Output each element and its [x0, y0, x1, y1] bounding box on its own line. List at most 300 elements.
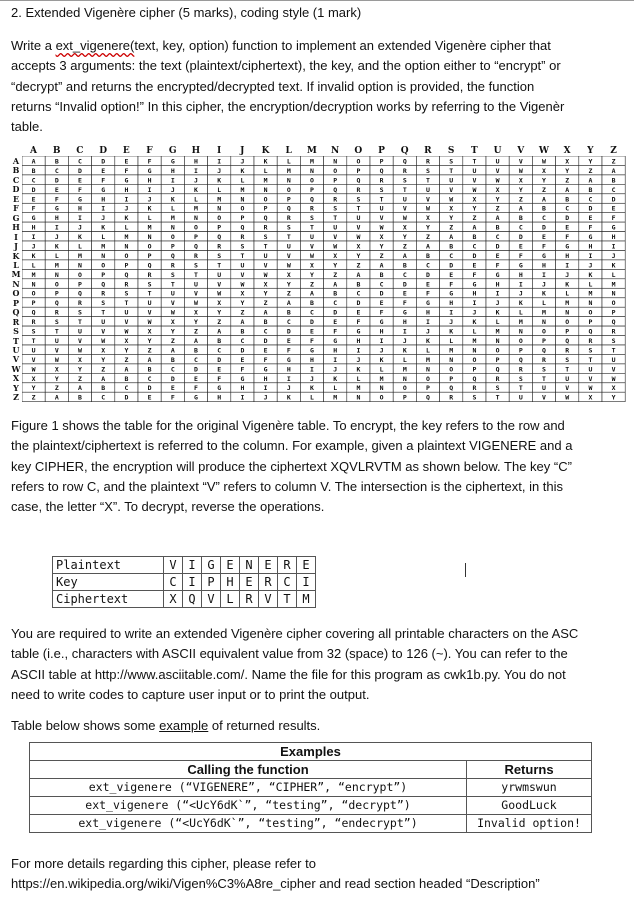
grid-letter: Y	[101, 355, 106, 364]
grid-letter: Z	[124, 355, 129, 364]
grid-letter: X	[217, 299, 222, 308]
grid-letter: S	[147, 280, 152, 289]
letter-cell: I	[183, 574, 202, 591]
wikipedia-link[interactable]: https://en.wikipedia.org/wiki/Vigen%C3%A8re_cipher and read section headed “Description”	[11, 876, 540, 892]
grid-letter: L	[101, 233, 106, 241]
grid-letter: O	[379, 393, 384, 402]
grid-letter: C	[170, 365, 175, 374]
grid-letter: H	[588, 242, 593, 251]
grid-letter: A	[263, 308, 268, 317]
grid-letter: D	[286, 327, 291, 336]
letter-cell: E	[240, 574, 259, 591]
grid-letter: J	[147, 195, 152, 204]
grid-letter: W	[54, 355, 59, 364]
column-header-d: D	[99, 146, 107, 156]
row-header-m: M	[11, 269, 21, 280]
column-header-f: F	[146, 146, 153, 156]
grid-letter: D	[170, 374, 175, 383]
grid-letter: F	[426, 289, 430, 298]
column-header-x: X	[563, 146, 571, 156]
row-header-w: W	[11, 363, 21, 374]
grid-letter: T	[588, 355, 593, 364]
grid-letter: M	[101, 242, 106, 251]
grid-letter: C	[495, 233, 500, 241]
grid-letter: K	[310, 384, 314, 393]
column-header-o: O	[354, 146, 363, 156]
grid-letter: S	[565, 355, 570, 364]
grid-letter: E	[379, 299, 384, 308]
grid-letter: K	[333, 374, 338, 383]
grid-letter: V	[472, 176, 477, 185]
grid-letter: O	[31, 289, 36, 298]
column-header-n: N	[330, 146, 340, 156]
grid-letter: I	[54, 223, 59, 232]
grid-letter: H	[611, 233, 616, 241]
grid-letter: L	[542, 299, 546, 308]
row-header-l: L	[13, 259, 19, 270]
grid-letter: W	[263, 270, 268, 279]
grid-letter: N	[263, 185, 268, 194]
row-header-e: E	[12, 193, 20, 204]
grid-letter: A	[449, 233, 454, 241]
grid-letter: S	[240, 242, 245, 251]
grid-letter: S	[78, 308, 82, 317]
letter-cell: V	[202, 591, 221, 608]
grid-letter: G	[240, 374, 245, 383]
grid-letter: O	[217, 214, 222, 223]
grid-letter: E	[124, 157, 129, 166]
grid-letter: R	[426, 157, 430, 166]
grid-letter: E	[542, 233, 546, 241]
grid-letter: W	[449, 195, 454, 204]
grid-letter: M	[147, 223, 152, 232]
grid-letter: A	[542, 195, 546, 204]
grid-letter: M	[31, 270, 36, 279]
grid-letter: O	[495, 346, 500, 355]
grid-letter: C	[124, 384, 129, 393]
grid-letter: K	[495, 308, 500, 317]
grid-letter: V	[101, 327, 106, 336]
grid-letter: S	[310, 214, 314, 223]
grid-letter: Y	[54, 374, 59, 383]
grid-letter: C	[449, 252, 454, 260]
grid-letter: B	[31, 166, 36, 175]
grid-letter: P	[263, 204, 268, 213]
grid-letter: G	[356, 327, 361, 336]
column-header-e: E	[122, 146, 130, 156]
grid-letter: M	[194, 204, 198, 213]
grid-letter: C	[78, 157, 82, 166]
grid-letter: E	[449, 270, 454, 279]
grid-letter: A	[333, 280, 338, 289]
grid-letter: N	[472, 346, 477, 355]
grid-letter: K	[286, 393, 291, 402]
grid-letter: D	[588, 204, 593, 213]
grid-letter: A	[194, 337, 198, 345]
grid-letter: M	[565, 299, 570, 308]
grid-letter: L	[170, 204, 175, 213]
grid-letter: Q	[472, 374, 477, 383]
column-header-g: G	[168, 146, 177, 156]
grid-letter: B	[588, 185, 593, 194]
grid-letter: Z	[240, 308, 245, 317]
grid-letter: Q	[310, 195, 314, 204]
grid-letter: K	[565, 280, 570, 289]
grid-letter: J	[356, 355, 361, 364]
grid-letter: M	[240, 185, 245, 194]
grid-letter: R	[286, 214, 291, 223]
grid-letter: C	[611, 185, 616, 194]
grid-letter: H	[402, 318, 407, 327]
grid-letter: W	[518, 166, 523, 175]
column-header-t: T	[470, 146, 478, 156]
grid-letter: J	[542, 280, 546, 289]
grid-letter: G	[565, 242, 570, 251]
grid-letter: C	[356, 289, 361, 298]
grid-letter: Y	[310, 270, 314, 279]
grid-letter: B	[426, 252, 430, 260]
column-header-v: V	[517, 146, 525, 156]
letter-cell: R	[240, 591, 259, 608]
letter-cell: Q	[183, 591, 202, 608]
grid-letter: G	[449, 289, 454, 298]
grid-letter: C	[286, 318, 291, 327]
grid-letter: G	[426, 299, 430, 308]
grid-letter: R	[147, 270, 152, 279]
grid-letter: X	[194, 308, 198, 317]
grid-letter: O	[194, 223, 198, 232]
letter-cell: I	[183, 557, 202, 574]
grid-letter: C	[101, 393, 106, 402]
intro-line-5: table.	[11, 119, 43, 135]
grid-letter: J	[310, 374, 314, 383]
grid-letter: Q	[101, 280, 106, 289]
grid-letter: W	[333, 242, 338, 251]
grid-letter: A	[402, 252, 407, 260]
grid-letter: Q	[78, 289, 82, 298]
grid-letter: K	[402, 346, 407, 355]
grid-letter: H	[170, 166, 175, 175]
grid-letter: A	[286, 299, 291, 308]
grid-letter: H	[472, 289, 477, 298]
grid-letter: Y	[402, 233, 407, 241]
grid-letter: I	[495, 289, 500, 298]
grid-letter: K	[54, 242, 59, 251]
grid-letter: H	[379, 327, 384, 336]
grid-letter: Q	[356, 176, 361, 185]
grid-letter: F	[611, 214, 616, 223]
grid-letter: Z	[588, 166, 593, 175]
grid-letter: P	[147, 252, 152, 260]
grid-letter: L	[194, 195, 198, 204]
grid-letter: D	[449, 261, 454, 270]
grid-letter: R	[542, 355, 546, 364]
grid-letter: T	[426, 176, 430, 185]
grid-letter: C	[194, 355, 198, 364]
grid-letter: V	[379, 214, 384, 223]
encryption-example-table	[52, 556, 316, 608]
grid-letter: L	[449, 337, 454, 345]
grid-letter: I	[78, 214, 82, 223]
row-header-o: O	[12, 288, 20, 299]
grid-letter: K	[426, 337, 430, 345]
grid-letter: K	[518, 299, 523, 308]
grid-letter: W	[356, 233, 361, 241]
row-header-x: X	[12, 373, 20, 384]
grid-letter: W	[611, 374, 616, 383]
column-header-l: L	[285, 146, 292, 156]
grid-letter: S	[518, 374, 523, 383]
grid-letter: L	[31, 261, 36, 270]
grid-letter: H	[78, 204, 82, 213]
grid-letter: N	[54, 270, 59, 279]
grid-letter: X	[379, 233, 384, 241]
grid-letter: B	[356, 280, 361, 289]
grid-letter: B	[402, 261, 407, 270]
grid-letter: W	[217, 289, 222, 298]
grid-letter: P	[426, 384, 430, 393]
grid-letter: R	[565, 346, 570, 355]
grid-letter: J	[495, 299, 500, 308]
grid-letter: G	[495, 270, 500, 279]
grid-letter: L	[402, 355, 407, 364]
grid-letter: D	[426, 270, 430, 279]
grid-letter: B	[147, 365, 152, 374]
grid-letter: X	[472, 195, 477, 204]
grid-letter: J	[240, 157, 245, 166]
grid-letter: M	[449, 346, 454, 355]
grid-letter: I	[31, 233, 36, 241]
grid-letter: G	[263, 365, 268, 374]
grid-letter: H	[54, 214, 59, 223]
grid-letter: B	[472, 233, 477, 241]
grid-letter: G	[611, 223, 616, 232]
grid-letter: K	[379, 355, 384, 364]
grid-letter: S	[472, 393, 477, 402]
grid-letter: I	[310, 365, 314, 374]
grid-letter: J	[286, 384, 291, 393]
grid-letter: S	[542, 365, 546, 374]
letter-cell: C	[164, 574, 183, 591]
grid-letter: V	[588, 374, 593, 383]
grid-letter: A	[379, 261, 384, 270]
grid-letter: E	[147, 393, 152, 402]
example-link[interactable]: example	[159, 718, 209, 733]
column-header-b: B	[52, 146, 61, 156]
grid-letter: K	[449, 327, 454, 336]
grid-letter: A	[217, 327, 222, 336]
column-header-r: R	[424, 146, 432, 156]
grid-letter: T	[217, 261, 222, 270]
grid-letter: V	[170, 299, 175, 308]
grid-letter: C	[263, 327, 268, 336]
grid-letter: H	[310, 355, 314, 364]
grid-letter: S	[356, 195, 361, 204]
grid-letter: T	[449, 166, 454, 175]
grid-letter: V	[565, 384, 570, 393]
grid-letter: Z	[518, 195, 523, 204]
grid-letter: C	[565, 204, 570, 213]
grid-letter: P	[611, 308, 616, 317]
grid-letter: D	[263, 337, 268, 345]
grid-letter: O	[611, 299, 616, 308]
grid-letter: Z	[495, 204, 500, 213]
grid-letter: M	[263, 176, 268, 185]
grid-letter: R	[518, 365, 523, 374]
grid-letter: X	[78, 355, 82, 364]
grid-letter: L	[472, 327, 477, 336]
grid-letter: E	[170, 384, 175, 393]
grid-letter: B	[217, 337, 222, 345]
grid-letter: D	[611, 195, 616, 204]
grid-letter: W	[542, 157, 546, 166]
grid-letter: C	[333, 299, 338, 308]
grid-letter: P	[124, 261, 129, 270]
grid-letter: L	[147, 214, 152, 223]
grid-letter: J	[78, 223, 82, 232]
grid-letter: R	[124, 280, 129, 289]
grid-letter: U	[426, 185, 430, 194]
grid-letter: C	[54, 166, 59, 175]
grid-letter: I	[333, 355, 338, 364]
grid-letter: B	[263, 318, 268, 327]
grid-letter: Q	[31, 308, 36, 317]
grid-letter: F	[379, 308, 384, 317]
grid-letter: X	[402, 223, 407, 232]
grid-letter: C	[379, 280, 384, 289]
grid-letter: G	[101, 185, 106, 194]
letter-cell: C	[278, 574, 297, 591]
grid-letter: K	[217, 176, 222, 185]
grid-letter: Y	[170, 327, 175, 336]
grid-letter: N	[31, 280, 36, 289]
grid-letter: P	[542, 337, 546, 345]
grid-letter: Y	[124, 346, 129, 355]
grid-letter: O	[402, 384, 407, 393]
grid-letter: P	[588, 318, 593, 327]
grid-letter: T	[170, 280, 175, 289]
letter-cell: X	[164, 591, 183, 608]
grid-letter: Z	[333, 270, 338, 279]
grid-letter: Y	[449, 214, 454, 223]
grid-letter: C	[518, 223, 523, 232]
grid-letter: B	[333, 289, 338, 298]
grid-letter: B	[124, 374, 129, 383]
row-label: Key	[53, 574, 164, 591]
grid-letter: Y	[588, 157, 593, 166]
grid-letter: J	[565, 270, 570, 279]
grid-letter: Z	[565, 176, 570, 185]
grid-letter: W	[402, 214, 407, 223]
table-row	[30, 815, 592, 833]
grid-letter: D	[379, 289, 384, 298]
grid-letter: G	[333, 337, 338, 345]
grid-letter: B	[310, 299, 314, 308]
row-header-r: R	[12, 316, 20, 327]
grid-letter: T	[518, 384, 523, 393]
grid-letter: L	[240, 176, 245, 185]
grid-letter: Z	[472, 214, 477, 223]
grid-letter: V	[124, 318, 129, 327]
grid-letter: I	[518, 280, 523, 289]
figure-paragraph: Figure 1 shows the table for the original Vigenère table. To encrypt, the key refers to the row and the plaintext/ciphertext is referred to the column. For example, given a plaintext VIGENERE and a key CIPHER, the encryption will produce the ciphertext XQVLRVTM as shown below. The key “C” refers to row C, and the plaintext “V” refers to column V. The intersection is the ciphertext, in this case, the letter “X”. To decrypt, reverse the operations.	[11, 418, 573, 515]
grid-letter: P	[449, 374, 454, 383]
grid-letter: K	[147, 204, 152, 213]
grid-letter: F	[78, 185, 82, 194]
letter-cell: T	[278, 591, 297, 608]
grid-letter: T	[78, 318, 82, 327]
grid-letter: B	[449, 242, 454, 251]
grid-letter: C	[588, 195, 593, 204]
grid-letter: S	[426, 166, 430, 175]
grid-letter: M	[286, 166, 291, 175]
grid-letter: N	[194, 214, 198, 223]
grid-letter: I	[101, 204, 106, 213]
grid-letter: Y	[542, 176, 546, 185]
grid-letter: O	[78, 270, 82, 279]
grid-letter: Q	[217, 233, 222, 241]
grid-letter: Z	[542, 185, 546, 194]
table-intro: Table below shows some example of returned results.	[11, 718, 321, 733]
grid-letter: S	[31, 327, 36, 336]
grid-letter: Q	[402, 157, 407, 166]
letter-cell: V	[164, 557, 183, 574]
column-header-k: K	[261, 146, 270, 156]
grid-letter: B	[611, 176, 616, 185]
grid-letter: S	[217, 252, 222, 260]
grid-letter: T	[565, 365, 570, 374]
grid-letter: W	[495, 176, 500, 185]
grid-letter: J	[333, 365, 338, 374]
grid-letter: N	[402, 374, 407, 383]
grid-letter: V	[286, 252, 291, 260]
grid-letter: N	[611, 289, 616, 298]
grid-letter: P	[356, 166, 361, 175]
grid-letter: S	[379, 185, 384, 194]
grid-letter: E	[263, 346, 268, 355]
grid-letter: A	[518, 204, 523, 213]
grid-letter: Q	[333, 185, 338, 194]
grid-letter: X	[170, 318, 175, 327]
grid-letter: Z	[78, 374, 82, 383]
grid-letter: I	[472, 299, 477, 308]
row-header-p: P	[12, 297, 19, 308]
grid-letter: O	[54, 280, 59, 289]
grid-letter: U	[588, 365, 593, 374]
grid-letter: Z	[31, 393, 36, 402]
grid-letter: A	[426, 242, 430, 251]
grid-letter: Q	[286, 204, 291, 213]
grid-letter: F	[263, 355, 268, 364]
grid-letter: Y	[611, 393, 616, 402]
column-header-z: Z	[610, 146, 617, 156]
grid-letter: F	[286, 346, 291, 355]
intro-line-2: accepts 3 arguments: the text (plaintext/ciphertext), the key, and the option either to “encrypt” or	[11, 58, 561, 74]
grid-letter: Z	[217, 318, 222, 327]
grid-letter: D	[194, 365, 198, 374]
grid-letter: F	[54, 195, 59, 204]
row-header-h: H	[12, 222, 20, 233]
intro-line-3: “decrypt” and returns the encrypted/decrypted text. If invalid option is provided, the function	[11, 78, 535, 94]
grid-letter: A	[588, 176, 593, 185]
row-header-u: U	[12, 345, 20, 355]
column-header-s: S	[447, 146, 455, 156]
grid-letter: R	[449, 393, 454, 402]
grid-letter: L	[217, 185, 222, 194]
grid-letter: J	[472, 308, 477, 317]
grid-letter: F	[101, 176, 106, 185]
grid-letter: R	[101, 289, 106, 298]
